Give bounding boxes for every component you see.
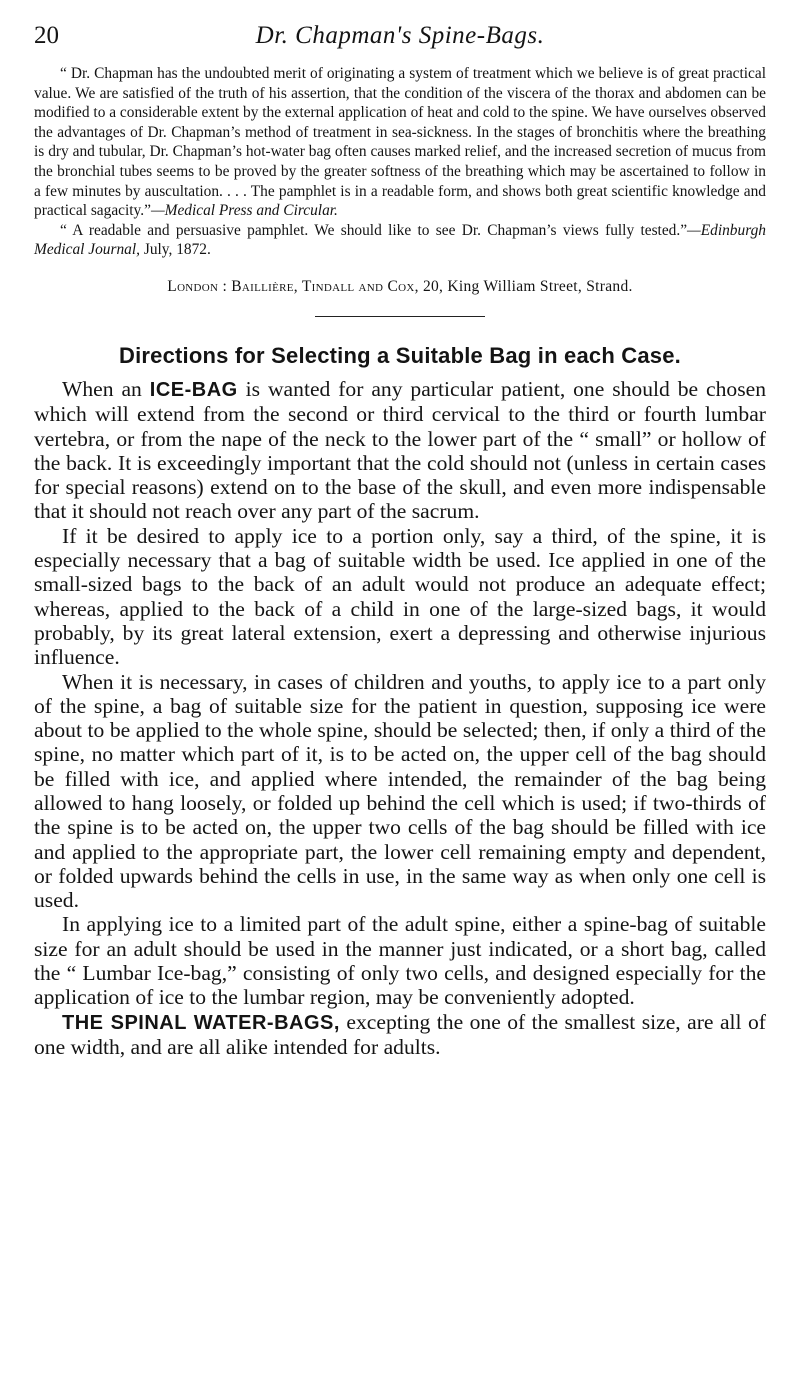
review-quote — [34, 221, 766, 260]
review-quote-text: “ A readable and persuasive pamphlet. We should like to see Dr. Chapman’s views fully tested.” — [60, 221, 688, 239]
publisher-imprint — [34, 278, 766, 296]
paragraph-text: When an — [62, 376, 150, 401]
page-number: 20 — [34, 22, 59, 49]
paragraph-text: is wanted for any particular patient, one should be chosen which will extend from the second or third cervical to the third or fourth lumbar vertebra, or from the nape of the neck to the lower part of the “ small” or hollow of the back. It is exceedingly important that the cold should not (unless in certain cases for special reasons) extend on to the base of the skull, and even more indispensable that it should not reach over any part of the sacrum. — [34, 376, 766, 524]
divider-rule — [315, 316, 485, 317]
review-source: —Medical Press and Circular. — [150, 202, 338, 220]
review-source: —Edinburgh Medical Journal, — [34, 221, 766, 259]
review-quote — [34, 64, 766, 221]
paragraph — [34, 1010, 766, 1060]
water-bags-term: THE SPINAL WATER-BAGS, — [62, 1011, 340, 1034]
paragraph — [34, 377, 766, 524]
publisher-address: 20, King William Street, Strand. — [422, 277, 633, 295]
press-reviews — [34, 64, 766, 260]
running-head — [34, 22, 766, 60]
paragraph-text: excepting the one of the smallest size, are all of one width, and are all alike intended for adults. — [34, 1009, 766, 1059]
paragraph: When it is necessary, in cases of children and youths, to apply ice to a part only of the spine, a bag of suitable size for the patient in question, supposing ice were about to be applied to the whole spine, should be selected; then, if only a third of the spine, no matter which part of it, is to be acted on, the upper cell of the bag should be filled with ice, and applied where intended, the remainder of the bag being allowed to hang loosely, or folded up behind the cell which is used; if two-thirds of the spine is to be acted on, the upper two cells of the bag should be filled with ice and applied to the appropriate part, the lower cell remaining empty and dependent, or folded upwards behind the cells in use, in the same way as when only one cell is used. — [34, 669, 766, 913]
section-body — [34, 377, 766, 1059]
review-date: July, 1872. — [140, 241, 211, 259]
publisher-names: Baillière, Tindall and Cox, — [231, 277, 419, 295]
paragraph: In applying ice to a limited part of the adult spine, either a spine-bag of suitable size for an adult should be used in the manner just indicated, or a short bag, called the “ Lumbar Ice-bag,” consisting of only two cells, and designed especially for the application of ice to the lumbar region, may be conveniently adopted. — [34, 912, 766, 1010]
review-quote-text: “ Dr. Chapman has the undoubted merit of originating a system of treatment which we believe is of great practical value. We are satisfied of the truth of his assertion, that the condition of the viscera of the thorax and abdomen can be modified to a considerable extent by the external application of heat and cold to the spine. We have ourselves observed the advantages of Dr. Chapman’s method of treatment in sea-sickness. In the stages of bronchitis where the breathing is dry and tubular, Dr. Chapman’s hot-water bag often causes marked relief, and the increased secretion of mucus from the bronchial tubes seems to be proved by the greater softness of the breathing which may be ascertained to follow in a few minutes by auscultation. . . . The pamphlet is in a readable form, and shows both great scientific knowledge and practical sagacity.” — [34, 65, 766, 220]
running-title: Dr. Chapman's Spine-Bags. — [255, 22, 545, 49]
ice-bag-term: ICE-BAG — [149, 378, 238, 401]
section-heading: Directions for Selecting a Suitable Bag in each Case. — [119, 342, 681, 368]
paragraph: If it be desired to apply ice to a portion only, say a third, of the spine, it is especially necessary that a bag of suitable width be used. Ice applied in one of the small-sized bags to the back of an adult would not produce an adequate effect; whereas, applied to the back of a child in one of the large-sized bags, it would probably, by its great lateral extension, exert a depressing and otherwise injurious influence. — [34, 523, 766, 670]
publisher-city: London : — [167, 277, 228, 295]
